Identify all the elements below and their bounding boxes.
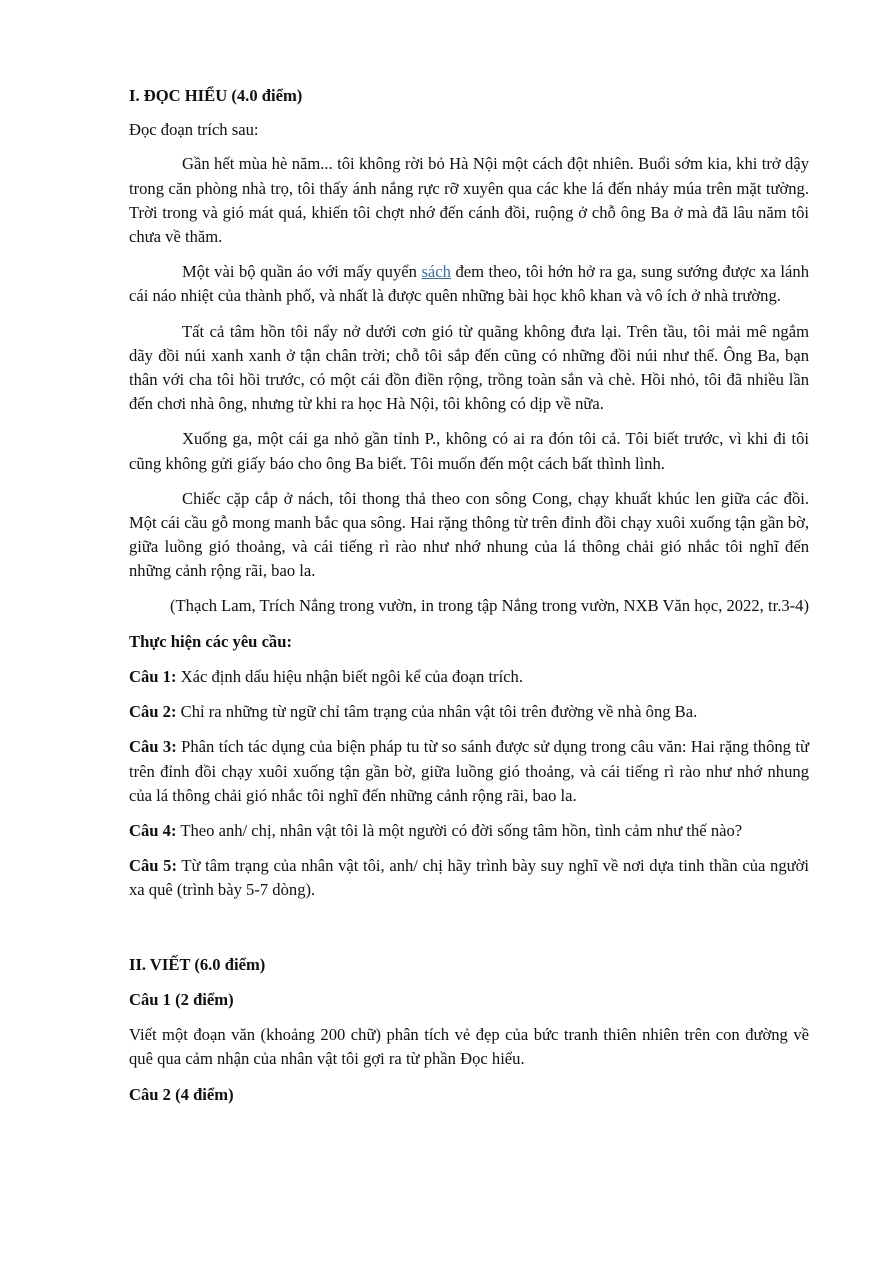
- reading-intro: Đọc đoạn trích sau:: [129, 120, 259, 140]
- question-2-text: Chỉ ra những từ ngữ chỉ tâm trạng của nhân vật tôi trên đường về nhà ông Ba.: [176, 702, 698, 722]
- question-2: [129, 700, 809, 724]
- question-5-text: Từ tâm trạng của nhân vật tôi, anh/ chị hãy trình bày suy nghĩ về nơi dựa tinh thần của người xa quê (trình bày 5-7 dòng).: [129, 856, 809, 900]
- question-1-text: Xác định dấu hiệu nhận biết ngôi kể của đoạn trích.: [176, 667, 524, 687]
- question-4-label: Câu 4:: [129, 821, 177, 841]
- passage-paragraph-3: Tất cả tâm hồn tôi nẩy nở dưới cơn gió từ quãng không đưa lại. Trên tầu, tôi mải mê ngắm dãy đồi núi xanh xanh ở tận chân trời; chỗ tôi sắp đến cũng có những đồi núi như thế. Ông Ba, bạn thân với cha tôi hồi trước, có một cái đồn điền rộng, trồng toàn sắn và chè. Hồi nhỏ, tôi đã nhiều lần đến chơi nhà ông, nhưng từ khi ra học Hà Nội, tôi không có dịp về nữa.: [129, 321, 809, 414]
- writing-question-1-title: Câu 1 (2 điểm): [129, 989, 234, 1009]
- document-content: [129, 84, 809, 1107]
- section-1-title: I. ĐỌC HIỂU (4.0 điểm): [129, 86, 303, 105]
- question-4: [129, 819, 809, 843]
- tasks-title: Thực hiện các yêu cầu:: [129, 631, 292, 651]
- question-5: [129, 854, 809, 902]
- passage-paragraph-5: Chiếc cặp cắp ở nách, tôi thong thả theo con sông Cong, chạy khuất khúc len giữa các đồi. Một cái cầu gỗ mong manh bắc qua sông. Hai rặng thông từ trên đỉnh đồi chạy xuôi xuống tận gần bờ, giữa luồng gió thoảng, và cái tiếng rì rào như nhớ nhung của lá thông chải gió nhắc tôi nghĩ đến những cảnh rộng rãi, bao la.: [129, 488, 809, 581]
- question-3-label: Câu 3:: [129, 737, 177, 757]
- question-1-label: Câu 1:: [129, 667, 177, 687]
- passage-paragraph-2-start: Một vài bộ quần áo với mấy quyển: [182, 262, 422, 282]
- question-3: [129, 735, 809, 808]
- passage-paragraph-4: Xuống ga, một cái ga nhỏ gần tỉnh P., không có ai ra đón tôi cả. Tôi biết trước, vì khi đi tôi cũng không gửi giấy báo cho ông Ba biết. Tôi muốn đến một cách bất thình lình.: [129, 429, 809, 473]
- question-5-label: Câu 5:: [129, 856, 177, 876]
- book-link[interactable]: sách: [421, 262, 451, 282]
- writing-question-1-text: Viết một đoạn văn (khoảng 200 chữ) phân tích vẻ đẹp của bức tranh thiên nhiên trên con đường về quê qua cảm nhận của nhân vật tôi gợi ra từ phần Đọc hiểu.: [129, 1025, 809, 1069]
- passage-paragraph-1: Gần hết mùa hè năm... tôi không rời bỏ Hà Nội một cách đột nhiên. Buổi sớm kia, khi trở dậy trong căn phòng nhà trọ, tôi thấy ánh nắng rực rỡ xuyên qua các khe lá đến nhảy múa trên mặt tường. Trời trong và gió mát quá, khiến tôi chợt nhớ đến cánh đồi, ruộng ở chỗ ông Ba ở mà đã lâu năm tôi chưa về thăm.: [129, 154, 809, 247]
- passage-paragraph-2: [129, 260, 809, 308]
- section-2-title: II. VIẾT (6.0 điểm): [129, 954, 266, 974]
- question-2-label: Câu 2:: [129, 702, 177, 722]
- writing-question-2-title: Câu 2 (4 điểm): [129, 1084, 234, 1104]
- passage-paragraph-2-end: đem theo, tôi hớn hở ra ga, sung sướng được xa lánh cái náo nhiệt của thành phố, và nhất là được quên những bài học khô khan và vô ích ở nhà trường.: [129, 262, 809, 306]
- question-4-text: Theo anh/ chị, nhân vật tôi là một người có đời sống tâm hồn, tình cảm như thế nào?: [176, 821, 743, 841]
- question-3-text: Phân tích tác dụng của biện pháp tu từ so sánh được sử dụng trong câu văn: Hai rặng thông từ trên đỉnh đồi chạy xuôi xuống tận gần bờ, giữa luồng gió thoảng, và cái tiếng rì rào như nhớ nhung của lá thông chải gió nhắc tôi nghĩ đến những cảnh rộng rãi, bao la.: [129, 737, 809, 805]
- question-1: [129, 665, 809, 689]
- passage-citation: (Thạch Lam, Trích Nắng trong vườn, in trong tập Nắng trong vườn, NXB Văn học, 2022, tr.3-4): [170, 595, 809, 615]
